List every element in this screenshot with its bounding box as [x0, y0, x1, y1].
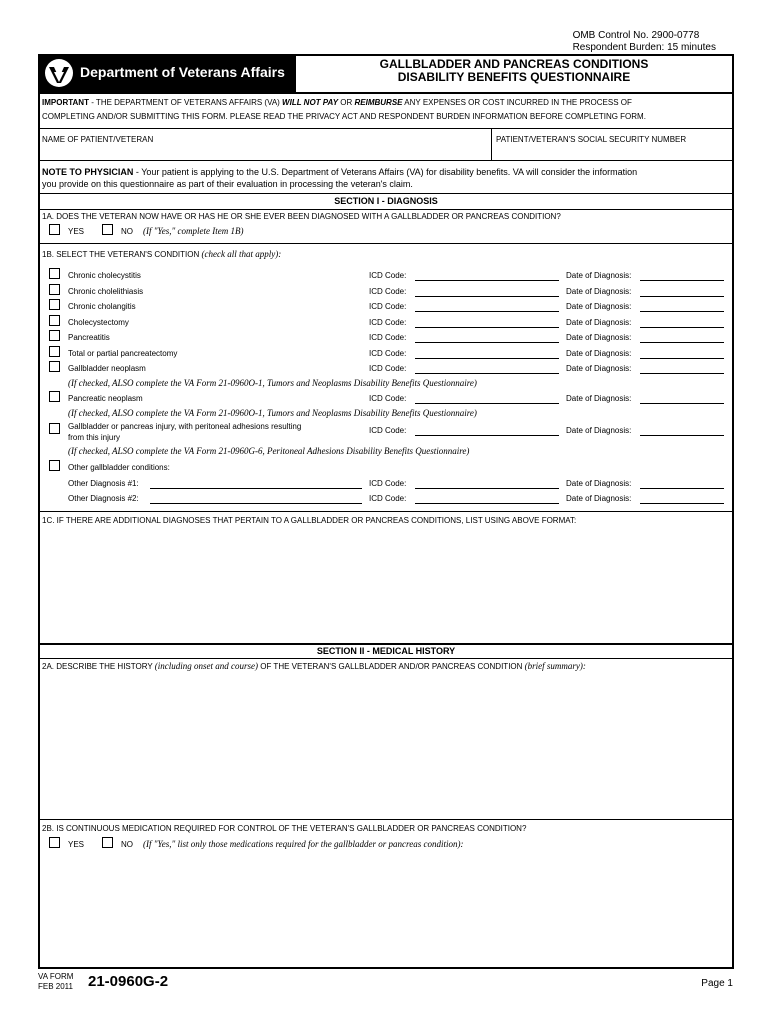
- condition-checkbox[interactable]: [49, 361, 60, 372]
- date-of-diagnosis-label: Date of Diagnosis:: [566, 333, 632, 342]
- date-of-diagnosis-field[interactable]: [640, 280, 724, 281]
- condition-checkbox[interactable]: [49, 330, 60, 341]
- q2b-no-checkbox[interactable]: [102, 837, 113, 848]
- injury-line1: Gallbladder or pancreas injury, with peritoneal adhesions resulting: [68, 422, 302, 431]
- patient-name-label: NAME OF PATIENT/VETERAN: [42, 135, 154, 144]
- page-number: Page 1: [701, 978, 733, 989]
- important-or: OR: [338, 98, 355, 107]
- important-line2: COMPLETING AND/OR SUBMITTING THIS FORM. PLEASE READ THE PRIVACY ACT AND RESPONDENT BURDEN INFORMATION BEFORE COMPLETING FORM.: [42, 112, 646, 121]
- q2b-yes-checkbox[interactable]: [49, 837, 60, 848]
- other-diagnosis-1-field[interactable]: [150, 488, 362, 489]
- divider: [38, 160, 734, 161]
- section-1-title: SECTION I - DIAGNOSIS: [334, 196, 438, 206]
- injury-checkbox[interactable]: [49, 423, 60, 434]
- section-2-title: SECTION II - MEDICAL HISTORY: [316, 646, 456, 656]
- form-number: 21-0960G-2: [88, 973, 169, 990]
- divider: [38, 209, 734, 210]
- q1a-no-checkbox[interactable]: [102, 224, 113, 235]
- divider: [38, 643, 734, 645]
- question-2b: 2B. IS CONTINUOUS MEDICATION REQUIRED FOR CONTROL OF THE VETERAN'S GALLBLADDER OR PANCREAS CONDITION?: [42, 824, 527, 833]
- divider: [38, 128, 734, 129]
- physician-note: [42, 166, 732, 190]
- icd-label: ICD Code:: [369, 479, 407, 488]
- condition-checkbox[interactable]: [49, 346, 60, 357]
- form-title-line1: GALLBLADDER AND PANCREAS CONDITIONS: [379, 57, 649, 71]
- question-2a: [42, 661, 586, 671]
- question-1a: 1A. DOES THE VETERAN NOW HAVE OR HAS HE OR SHE EVER BEEN DIAGNOSED WITH A GALLBLADDER OR PANCREAS CONDITION?: [42, 212, 561, 221]
- neoplasm-note-1: (If checked, ALSO complete the VA Form 21-0960O-1, Tumors and Neoplasms Disability Benefits Questionnaire): [68, 378, 477, 388]
- date-of-diagnosis-field[interactable]: [640, 311, 724, 312]
- q2b-yes-label: YES: [68, 840, 85, 849]
- question-1c: 1C. IF THERE ARE ADDITIONAL DIAGNOSES THAT PERTAIN TO A GALLBLADDER OR PANCREAS CONDITIONS, LIST USING ABOVE FORMAT:: [42, 516, 577, 525]
- icd-label: ICD Code:: [369, 349, 407, 358]
- question-1b: [42, 249, 281, 259]
- date-of-diagnosis-label: Date of Diagnosis:: [566, 494, 632, 503]
- important-lead: IMPORTANT: [42, 98, 89, 107]
- icd-label: ICD Code:: [369, 302, 407, 311]
- date-of-diagnosis-field[interactable]: [640, 342, 724, 343]
- icd-code-field[interactable]: [415, 342, 559, 343]
- icd-code-field[interactable]: [415, 403, 559, 404]
- date-of-diagnosis-field[interactable]: [640, 435, 724, 436]
- reimburse: REIMBURSE: [354, 98, 403, 107]
- condition-label: Cholecystectomy: [68, 318, 129, 327]
- date-of-diagnosis-label: Date of Diagnosis:: [566, 479, 632, 488]
- q1a-hint: (If "Yes," complete Item 1B): [143, 226, 244, 236]
- date-of-diagnosis-label: Date of Diagnosis:: [566, 364, 632, 373]
- icd-label: ICD Code:: [369, 426, 407, 435]
- icd-code-field[interactable]: [415, 296, 559, 297]
- other-diagnosis-1-label: Other Diagnosis #1:: [68, 479, 139, 488]
- form-title: [300, 58, 728, 84]
- icd-code-field[interactable]: [415, 311, 559, 312]
- q1a-yes-checkbox[interactable]: [49, 224, 60, 235]
- footer-form-info: [38, 972, 73, 992]
- footer-date: FEB 2011: [38, 982, 73, 991]
- date-of-diagnosis-label: Date of Diagnosis:: [566, 394, 632, 403]
- date-of-diagnosis-field[interactable]: [640, 358, 724, 359]
- injury-label: [68, 421, 301, 443]
- date-of-diagnosis-field[interactable]: [640, 327, 724, 328]
- divider: [38, 193, 734, 194]
- condition-label: Chronic cholecystitis: [68, 271, 141, 280]
- icd-code-field[interactable]: [415, 435, 559, 436]
- date-of-diagnosis-field[interactable]: [640, 373, 724, 374]
- important-text1: - THE DEPARTMENT OF VETERANS AFFAIRS (VA): [88, 98, 283, 107]
- other-diagnosis-2-field[interactable]: [150, 503, 362, 504]
- divider: [38, 819, 734, 820]
- icd-label: ICD Code:: [369, 271, 407, 280]
- q2a-hint1: (including onset and course): [154, 661, 259, 671]
- medications-field[interactable]: [42, 856, 730, 964]
- q2a-hint2: (brief summary):: [524, 661, 586, 671]
- important-text2: ANY EXPENSES OR COST INCURRED IN THE PROCESS OF: [402, 98, 632, 107]
- icd-label: ICD Code:: [369, 364, 407, 373]
- condition-label: Chronic cholangitis: [68, 302, 136, 311]
- other-conditions-label: Other gallbladder conditions:: [68, 463, 170, 472]
- icd-code-field[interactable]: [415, 280, 559, 281]
- q1a-yes-label: YES: [68, 227, 85, 236]
- condition-checkbox[interactable]: [49, 315, 60, 326]
- condition-label: Pancreatitis: [68, 333, 110, 342]
- va-seal-icon: [44, 58, 74, 88]
- date-of-diagnosis-label: Date of Diagnosis:: [566, 287, 632, 296]
- footer-vaform: VA FORM: [38, 972, 74, 981]
- date-of-diagnosis-field[interactable]: [640, 403, 724, 404]
- date-of-diagnosis-field[interactable]: [640, 488, 724, 489]
- omb-info: [573, 30, 716, 54]
- note-text1: - Your patient is applying to the U.S. Department of Veterans Affairs (VA) for disability benefits. VA will consider the information: [133, 167, 638, 177]
- icd-label: ICD Code:: [369, 494, 407, 503]
- icd-code-field[interactable]: [415, 327, 559, 328]
- q2a-text1: 2A. DESCRIBE THE HISTORY: [42, 662, 155, 671]
- patient-name-field[interactable]: [42, 144, 487, 158]
- additional-diagnoses-field[interactable]: [42, 528, 730, 640]
- icd-code-field[interactable]: [415, 503, 559, 504]
- icd-label: ICD Code:: [369, 333, 407, 342]
- divider: [491, 128, 492, 160]
- condition-checkbox[interactable]: [49, 299, 60, 310]
- q1b-text: 1B. SELECT THE VETERAN'S CONDITION: [42, 250, 200, 259]
- date-of-diagnosis-field[interactable]: [640, 296, 724, 297]
- date-of-diagnosis-field[interactable]: [640, 503, 724, 504]
- neoplasm-note-2: (If checked, ALSO complete the VA Form 21-0960O-1, Tumors and Neoplasms Disability Benefits Questionnaire): [68, 408, 477, 418]
- respondent-burden: Respondent Burden: 15 minutes: [572, 42, 716, 53]
- omb-control: OMB Control No. 2900-0778: [572, 30, 700, 41]
- note-lead: NOTE TO PHYSICIAN: [42, 167, 134, 177]
- date-of-diagnosis-label: Date of Diagnosis:: [566, 271, 632, 280]
- condition-label: Total or partial pancreatectomy: [68, 349, 178, 358]
- will-not-pay: WILL NOT PAY: [282, 98, 339, 107]
- condition-label: Chronic cholelithiasis: [68, 287, 144, 296]
- condition-label: Gallbladder neoplasm: [68, 364, 146, 373]
- q2a-text2: OF THE VETERAN'S GALLBLADDER AND/OR PANCREAS CONDITION: [258, 662, 525, 671]
- history-field[interactable]: [42, 674, 730, 816]
- icd-code-field[interactable]: [415, 488, 559, 489]
- adhesions-note: (If checked, ALSO complete the VA Form 21-0960G-6, Peritoneal Adhesions Disability Benefits Questionnaire): [68, 446, 470, 456]
- condition-checkbox[interactable]: [49, 284, 60, 295]
- divider: [38, 92, 734, 94]
- divider: [38, 658, 734, 659]
- ssn-field[interactable]: [496, 144, 730, 158]
- date-of-diagnosis-label: Date of Diagnosis:: [566, 318, 632, 327]
- important-notice: [42, 96, 732, 124]
- date-of-diagnosis-label: Date of Diagnosis:: [566, 302, 632, 311]
- icd-label: ICD Code:: [369, 394, 407, 403]
- q1a-no-label: NO: [121, 227, 133, 236]
- icd-label: ICD Code:: [369, 318, 407, 327]
- other-conditions-checkbox[interactable]: [49, 460, 60, 471]
- icd-code-field[interactable]: [415, 358, 559, 359]
- form-title-line2: DISABILITY BENEFITS QUESTIONNAIRE: [397, 70, 631, 84]
- date-of-diagnosis-label: Date of Diagnosis:: [566, 426, 632, 435]
- injury-line2: from this injury: [68, 433, 121, 442]
- pancreatic-neoplasm-checkbox[interactable]: [49, 391, 60, 402]
- q1b-hint: (check all that apply):: [201, 249, 282, 259]
- q2b-no-label: NO: [121, 840, 133, 849]
- q2b-hint: (If "Yes," list only those medications required for the gallbladder or pancreas condition):: [143, 839, 464, 849]
- divider: [38, 243, 734, 244]
- department-name: Department of Veterans Affairs: [80, 64, 285, 80]
- divider: [38, 511, 734, 512]
- date-of-diagnosis-label: Date of Diagnosis:: [566, 349, 632, 358]
- ssn-label: PATIENT/VETERAN'S SOCIAL SECURITY NUMBER: [496, 135, 687, 144]
- note-line2: you provide on this questionnaire as part of their evaluation in processing the veteran's claim.: [42, 179, 413, 189]
- icd-label: ICD Code:: [369, 287, 407, 296]
- condition-checkbox[interactable]: [49, 268, 60, 279]
- icd-code-field[interactable]: [415, 373, 559, 374]
- other-diagnosis-2-label: Other Diagnosis #2:: [68, 494, 139, 503]
- pancreatic-neoplasm-label: Pancreatic neoplasm: [68, 394, 143, 403]
